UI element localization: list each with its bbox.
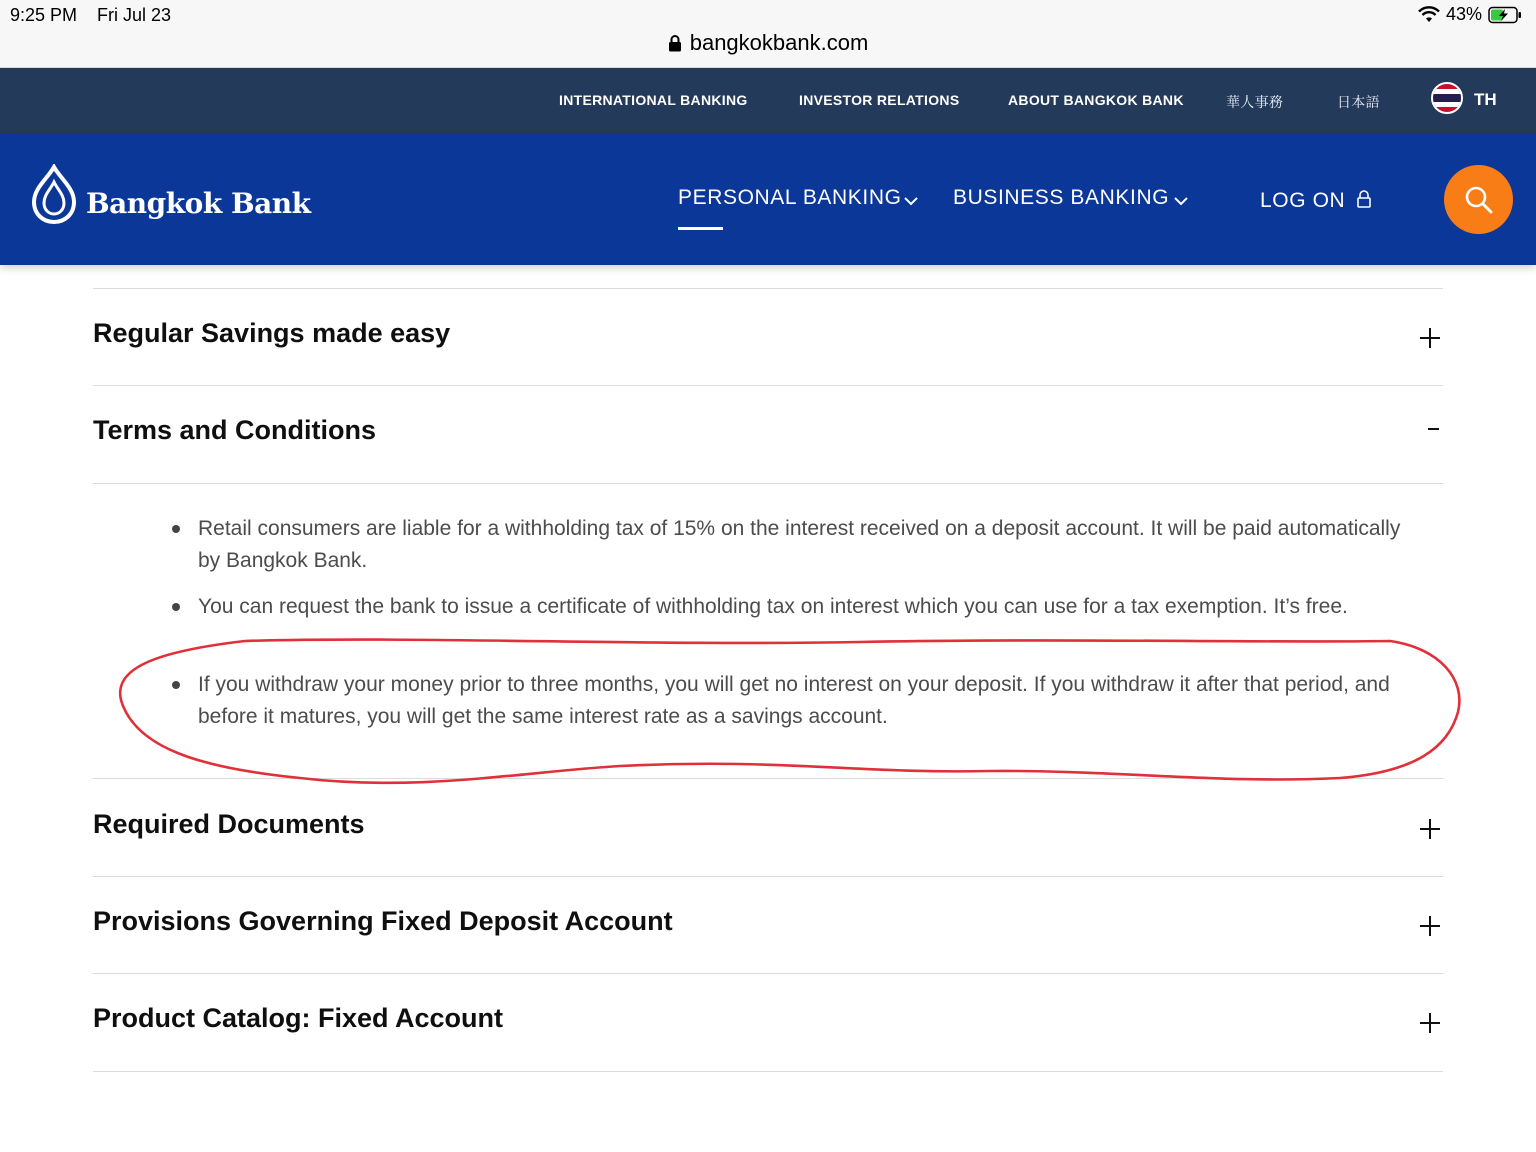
- status-indicators: [1418, 4, 1522, 25]
- bangkok-bank-logo-icon[interactable]: [30, 164, 78, 226]
- language-toggle[interactable]: TH: [1474, 90, 1497, 109]
- status-date: Fri Jul 23: [97, 5, 172, 25]
- nav-personal-banking[interactable]: PERSONAL BANKING: [678, 186, 902, 209]
- bangkok-bank-logo-text[interactable]: Bangkok Bank: [86, 187, 311, 220]
- top-utility-nav: [0, 68, 1536, 134]
- divider: [93, 288, 1443, 289]
- plus-icon[interactable]: [1418, 326, 1442, 350]
- terms-item-highlighted: If you withdraw your money prior to three months, you will get no interest on your deposit. If you withdraw it after that period, and before it matures, you will get the same interest rate as a savings account.: [198, 673, 1390, 728]
- lock-icon: [668, 34, 682, 52]
- browser-status-bar: [0, 0, 1536, 68]
- nav-investor-relations[interactable]: INVESTOR RELATIONS: [799, 92, 960, 108]
- search-icon: [1464, 185, 1493, 214]
- thai-flag-icon[interactable]: [1431, 82, 1463, 114]
- terms-item: Retail consumers are liable for a withholding tax of 15% on the interest received on a deposit account. It will be paid automatically by Bangkok Bank.: [198, 517, 1401, 572]
- divider: [93, 385, 1443, 386]
- url-text: bangkokbank.com: [689, 30, 869, 55]
- status-time: 9:25 PM: [10, 5, 78, 25]
- nav-international-banking[interactable]: INTERNATIONAL BANKING: [559, 92, 748, 108]
- bullet: [172, 603, 180, 611]
- nav-japanese[interactable]: 日本語: [1337, 94, 1380, 110]
- chevron-down-icon[interactable]: [903, 196, 919, 206]
- active-tab-indicator: [678, 227, 723, 230]
- divider: [93, 1071, 1443, 1072]
- nav-chinese[interactable]: 華人事務: [1226, 94, 1284, 110]
- section-required-documents[interactable]: Required Documents: [93, 809, 365, 839]
- section-product-catalog[interactable]: Product Catalog: Fixed Account: [93, 1003, 504, 1033]
- section-regular-savings[interactable]: Regular Savings made easy: [93, 318, 451, 348]
- battery-charging-icon: [1488, 6, 1522, 24]
- divider: [93, 778, 1443, 779]
- address-bar[interactable]: [0, 30, 1536, 56]
- section-terms-and-conditions[interactable]: Terms and Conditions: [93, 415, 377, 445]
- plus-icon[interactable]: [1418, 914, 1442, 938]
- nav-business-banking[interactable]: BUSINESS BANKING: [953, 186, 1170, 209]
- terms-item: You can request the bank to issue a certificate of withholding tax on interest which you can use for a tax exemption. It’s free.: [198, 595, 1348, 618]
- divider: [93, 876, 1443, 877]
- padlock-icon[interactable]: [1356, 189, 1372, 209]
- plus-icon[interactable]: [1418, 817, 1442, 841]
- bullet: [172, 681, 180, 689]
- divider: [93, 483, 1443, 484]
- divider: [93, 973, 1443, 974]
- log-on-link[interactable]: LOG ON: [1260, 189, 1346, 212]
- chevron-down-icon[interactable]: [1173, 196, 1189, 206]
- search-button[interactable]: [1444, 165, 1513, 234]
- nav-about-bangkok-bank[interactable]: ABOUT BANGKOK BANK: [1008, 92, 1184, 108]
- plus-icon[interactable]: [1418, 1011, 1442, 1035]
- battery-percent: 43%: [1445, 4, 1482, 24]
- main-header: [0, 134, 1536, 265]
- section-provisions-fixed-deposit[interactable]: Provisions Governing Fixed Deposit Account: [93, 906, 673, 936]
- bullet: [172, 525, 180, 533]
- wifi-icon: [1418, 6, 1440, 24]
- minus-icon[interactable]: [1428, 428, 1439, 430]
